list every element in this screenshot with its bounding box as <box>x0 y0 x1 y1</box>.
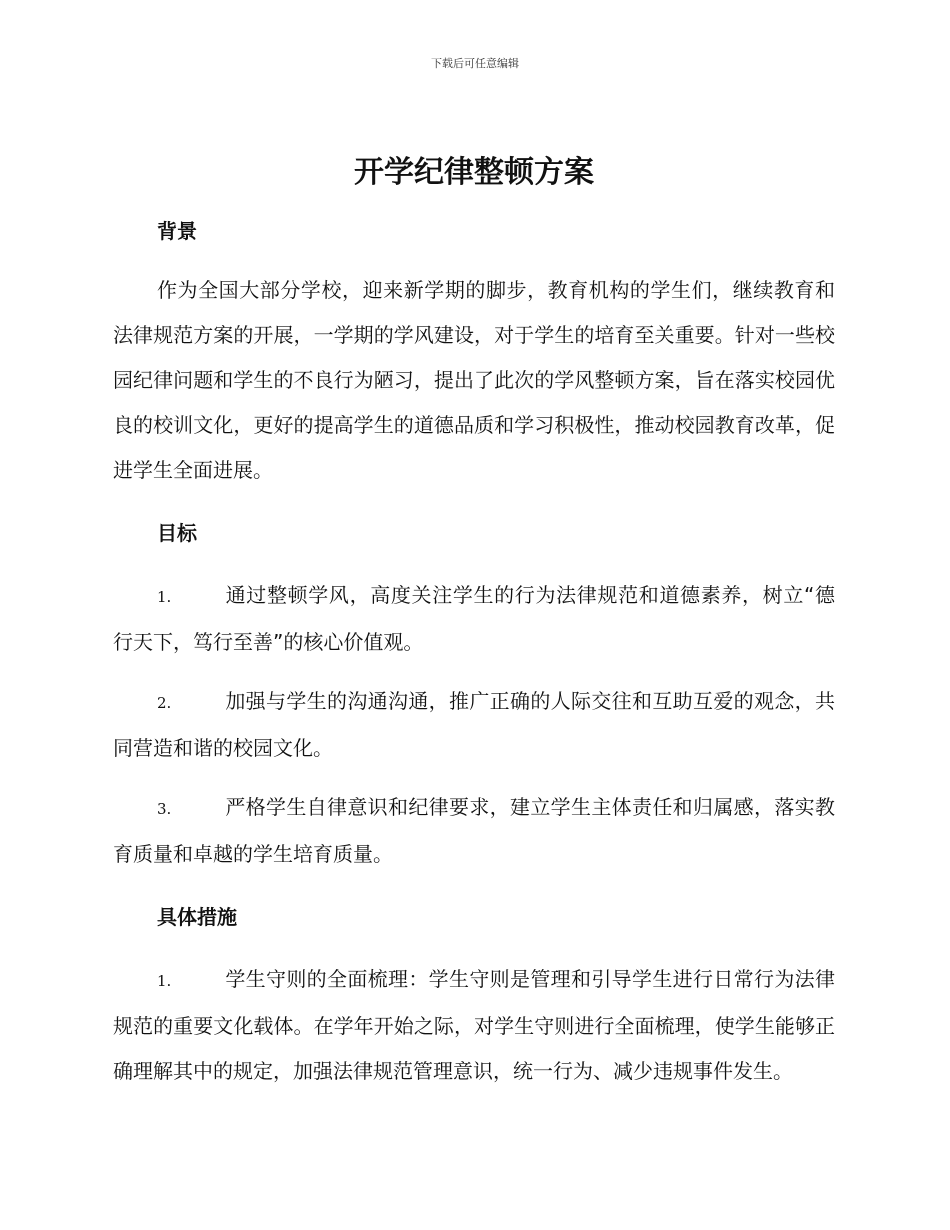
section-heading-goals: 目标 <box>157 521 197 545</box>
document-body <box>113 150 835 1094</box>
list-number: 2. <box>157 694 172 712</box>
list-text: 严格学生自律意识和纪律要求，建立学生主体责任和归属感，落实教育质量和卓越的学生培育质量。 <box>113 795 835 866</box>
goal-item-2 <box>113 679 835 771</box>
section-heading-background: 背景 <box>157 219 197 243</box>
list-number: 1. <box>157 972 172 990</box>
list-text: 通过整顿学风，高度关注学生的行为法律规范和道德素养，树立“德行天下，笃行至善”的核心价值观。 <box>113 583 835 654</box>
list-text: 加强与学生的沟通沟通，推广正确的人际交往和互助互爱的观念，共同营造和谐的校园文化。 <box>113 689 835 760</box>
section-heading-measures: 具体措施 <box>157 905 237 929</box>
document-title: 开学纪律整顿方案 <box>354 155 594 190</box>
measure-item-1 <box>113 957 835 1094</box>
goal-item-1 <box>113 573 835 665</box>
list-number: 3. <box>157 800 172 818</box>
list-number: 1. <box>157 588 172 606</box>
background-paragraph: 作为全国大部分学校，迎来新学期的脚步，教育机构的学生们，继续教育和法律规范方案的开展，一学期的学风建设，对于学生的培育至关重要。针对一些校园纪律问题和学生的不良行为陋习，提出了此次的学风整顿方案，旨在落实校园优良的校训文化，更好的提高学生的道德品质和学习积极性，推动校园教育改革，促进学生全面进展。 <box>113 278 835 482</box>
list-text: 学生守则的全面梳理：学生守则是管理和引导学生进行日常行为法律规范的重要文化载体。在学年开始之际，对学生守则进行全面梳理，使学生能够正确理解其中的规定，加强法律规范管理意识，统一行为、减少违规事件发生。 <box>113 967 835 1083</box>
goal-item-3 <box>113 785 835 877</box>
header-note: 下载后可任意编辑 <box>431 57 519 70</box>
